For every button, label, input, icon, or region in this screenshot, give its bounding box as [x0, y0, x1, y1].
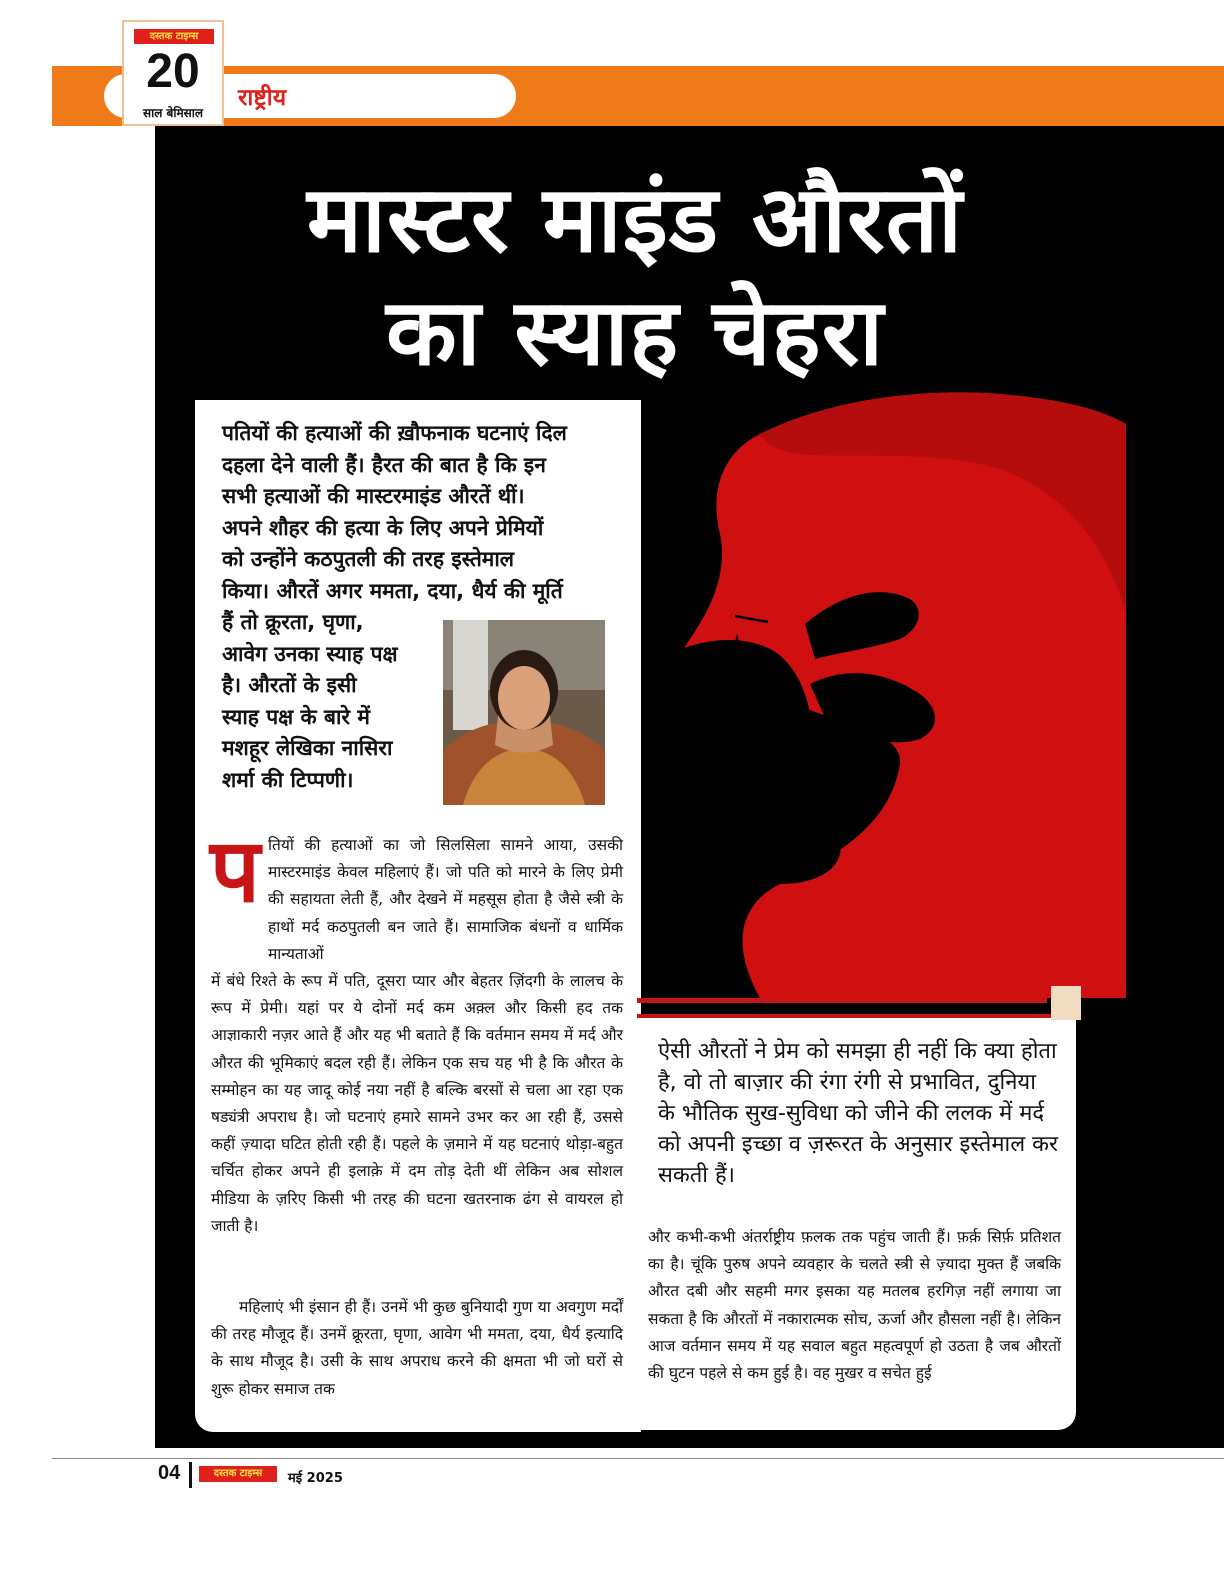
drop-cap: प: [210, 818, 260, 922]
pull-quote-rule: [637, 1014, 1057, 1018]
footer-rule: [52, 1458, 1224, 1459]
headline-line-1: मास्टर माइंड औरतों: [307, 166, 963, 273]
badge-number: 20: [146, 45, 200, 98]
intro-line: अपने शौहर की हत्या के लिए अपने प्रेमियों: [222, 515, 544, 540]
badge-logo: दस्तक टाइम्स: [134, 29, 214, 44]
intro-line: हैं तो क्रूरता, घृणा,: [222, 610, 364, 634]
intro-line: स्याह पक्ष के बारे में: [222, 704, 370, 729]
intro-line: शर्मा की टिप्पणी।: [222, 767, 354, 792]
issue-date: मई 2025: [288, 1471, 343, 1486]
page-number: 04: [158, 1462, 181, 1484]
illustration-face-hand: [640, 384, 1126, 998]
intro-line: सभी हत्याओं की मास्टरमाइंड औरतें थीं।: [222, 484, 525, 508]
intro-line: दहला देने वाली हैं। हैरत की बात है कि इन: [222, 452, 546, 477]
pull-quote-rule: [637, 998, 1047, 1003]
badge-subtitle: साल बेमिसाल: [142, 106, 204, 120]
section-label: राष्ट्रीय: [238, 85, 287, 111]
intro-line: पतियों की हत्याओं की ख़ौफनाक घटनाएं दिल: [222, 421, 567, 445]
headline-line-2: का स्याह चेहरा: [385, 279, 885, 386]
body-column-2: और कभी-कभी अंतर्राष्ट्रीय फ़लक तक पहुंच जाती हैं। फ़र्क़ सिर्फ़ प्रतिशत का है। चूंकि पुरुष अपने व्यवहार के चलते स्त्री से ज़्यादा मुक्त हैं जबकि औरत दबी और सहमी मगर इसका यह मतलब हरगिज़ नहीं लगाया जा सकता है कि औरतों में नकारात्मक सोच, ऊर्जा और हौसला नहीं है। लेकिन आज वर्तमान समय में यह सवाल बहुत महत्वपूर्ण हो उठता है जब औरतों की घुटन पहले से कम हुई है। वह मुखर व सचेत हुई: [648, 1228, 1061, 1383]
intro-line: आवेग उनका स्याह पक्ष: [222, 641, 398, 666]
body-para-1-start: तियों की हत्याओं का जो सिलसिला सामने आया, उसकी मास्टरमाइंड केवल महिलाएं हैं। जो पति को मारने के लिए प्रेमी की सहायता लेती हैं, और देखने में महसूस होता है जैसे स्त्री के हाथों मर्द कठपुतली बन जाते हैं। सामाजिक बंधनों व धार्मिक मान्यताओं: [268, 836, 623, 963]
intro-line: है। औरतों के इसी: [222, 673, 357, 697]
anniversary-badge: [122, 20, 224, 126]
intro-line: को उन्होंने कठपुतली की तरह इस्तेमाल: [222, 547, 515, 571]
pull-quote-marker: [1051, 986, 1081, 1020]
intro-line: मशहूर लेखिका नासिरा: [222, 736, 393, 760]
author-photo: [443, 620, 605, 805]
body-para-2: महिलाएं भी इंसान ही हैं। उनमें भी कुछ बुनियादी गुण या अवगुण मर्दों की तरह मौजूद हैं। उनमें क्रूरता, घृणा, आवेग भी ममता, दया, धैर्य इत्यादि के साथ मौजूद है। उसी के साथ अपराध करने की क्षमता भी जो घरों से शुरू होकर समाज तक: [211, 1298, 623, 1398]
footer-divider: [189, 1462, 192, 1488]
pull-quote: ऐसी औरतों ने प्रेम को समझा ही नहीं कि क्या होता है, वो तो बाज़ार की रंगा रंगी से प्रभावित, दुनिया के भौतिक सुख-सुविधा को जीने की ललक में मर्द को अपनी इच्छा व ज़रूरत के अनुसार इस्तेमाल कर सकती हैं।: [658, 1039, 1059, 1188]
intro-line: किया। औरतें अगर ममता, दया, धैर्य की मूर्ति: [222, 578, 563, 603]
body-para-1-rest: में बंधे रिश्ते के रूप में पति, दूसरा प्यार और बेहतर ज़िंदगी के लालच के रूप में प्रेमी। यहां पर ये दोनों मर्द कम अक़्ल और किसी हद तक आज्ञाकारी नज़र आते हैं और यह भी बताते हैं कि वर्तमान समय में मर्द और औरत की भूमिकाएं बदल रही हैं। लेकिन एक सच यह भी है कि औरत के सम्मोहन का यह जादू कोई नया नहीं है बल्कि बरसों से चला आ रहा एक षड्यंत्री अपराध है। जो घटनाएं हमारे सामने उभर कर आ रही हैं, उससे कहीं ज़्यादा घटित होती रही हैं। पहले के ज़माने में यह घटनाएं थोड़ा-बहुत चर्चित होकर अपने ही इलाक़े में दम तोड़ देती थीं लेकिन अब सोशल मीडिया के ज़रिए किसी भी तरह की घटना खतरनाक ढंग से वायरल हो जाती है।: [211, 972, 623, 1235]
footer-logo: दस्तक टाइम्स: [199, 1466, 277, 1482]
